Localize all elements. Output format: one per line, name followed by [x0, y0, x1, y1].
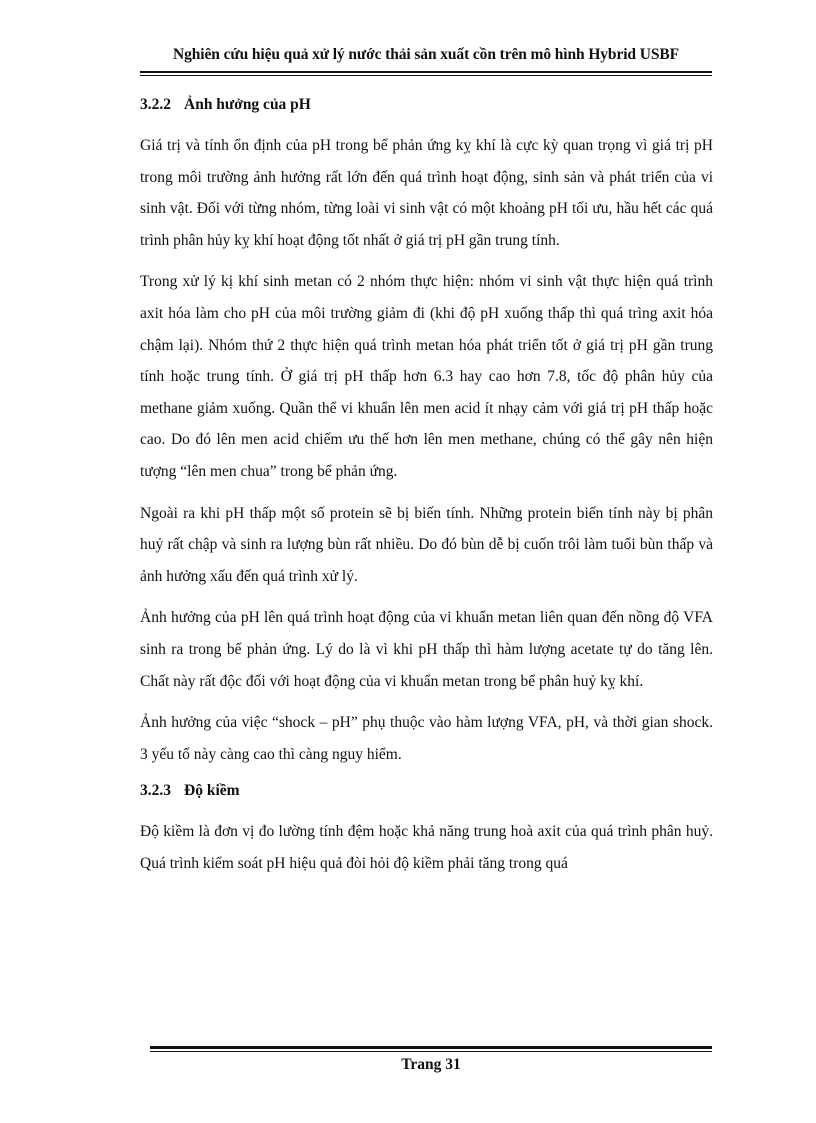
paragraph: Ngoài ra khi pH thấp một số protein sẽ bị biến tính. Những protein biến tính này bị phân huỷ rất chập và sinh ra lượng bùn rất nhiều. Do đó bùn dễ bị cuốn trôi làm tuổi bùn thấp và ảnh hưởng xấu đến quá trình xử lý. — [140, 504, 713, 585]
section-title: Ảnh hưởng của pH — [184, 96, 311, 113]
header-rule — [140, 71, 712, 73]
page-content — [140, 80, 713, 879]
page-number: Trang 31 — [401, 1056, 461, 1073]
header-rule-thin — [140, 75, 712, 76]
section-title: Độ kiềm — [184, 782, 240, 800]
paragraph: Giá trị và tính ổn định của pH trong bể phản ứng kỵ khí là cực kỳ quan trọng vì giá trị pH trong môi trường ảnh hưởng rất lớn đến quá trình hoạt động, sinh sản và phát triển của vi sinh vật. Đối với từng nhóm, từng loài vi sinh vật có một khoảng pH tối ưu, hầu hết các quá trình phân hủy kỵ khí hoạt động tốt nhất ở giá trị pH gần trung tính. — [140, 137, 713, 249]
section-heading-3-2-3 — [140, 776, 713, 806]
footer-rule-thin — [150, 1051, 712, 1052]
running-header: Nghiên cứu hiệu quả xử lý nước thải sản xuất cồn trên mô hình Hybrid USBF — [173, 46, 679, 63]
paragraph: Trong xử lý kị khí sinh metan có 2 nhóm thực hiện: nhóm vi sinh vật thực hiện quá trình axit hóa làm cho pH của môi trường giảm đi (khi độ pH xuống thấp thì quá trìng axit hóa chậm lại). Nhóm thứ 2 thực hiện quá trình metan hóa phát triển tốt ở giá trị pH gần trung tính hoặc trung tính. Ở giá trị pH thấp hơn 6.3 hay cao hơn 7.8, tốc độ phân hủy của methane giảm xuống. Quần thể vi khuẩn lên men acid ít nhạy cảm với giá trị pH thấp hoặc cao. Do đó lên men acid chiếm ưu thế hơn lên men methane, chúng có thể gây nên hiện tượng “lên men chua” trong bể phản ứng. — [140, 273, 713, 480]
footer-rule — [150, 1046, 712, 1049]
section-number: 3.2.3 — [140, 782, 171, 800]
paragraph: Ảnh hưởng của việc “shock – pH” phụ thuộc vào hàm lượng VFA, pH, và thời gian shock. 3 yếu tố này càng cao thì càng nguy hiểm. — [140, 714, 713, 763]
paragraph: Ảnh hưởng của pH lên quá trình hoạt động của vi khuẩn metan liên quan đến nồng độ VFA sinh ra trong bể phản ứng. Lý do là vì khi pH thấp thì hàm lượng acetate tự do tăng lên. Chất này rất độc đối với hoạt động của vi khuẩn metan trong bể phân huỷ kỵ khí. — [140, 609, 713, 690]
section-number: 3.2.2 — [140, 96, 171, 113]
paragraph: Độ kiềm là đơn vị đo lường tính đệm hoặc khả năng trung hoà axit của quá trình phân huỷ. Quá trình kiểm soát pH hiệu quả đòi hỏi độ kiềm phải tăng trong quá — [140, 823, 713, 872]
section-heading-3-2-2 — [140, 90, 713, 120]
